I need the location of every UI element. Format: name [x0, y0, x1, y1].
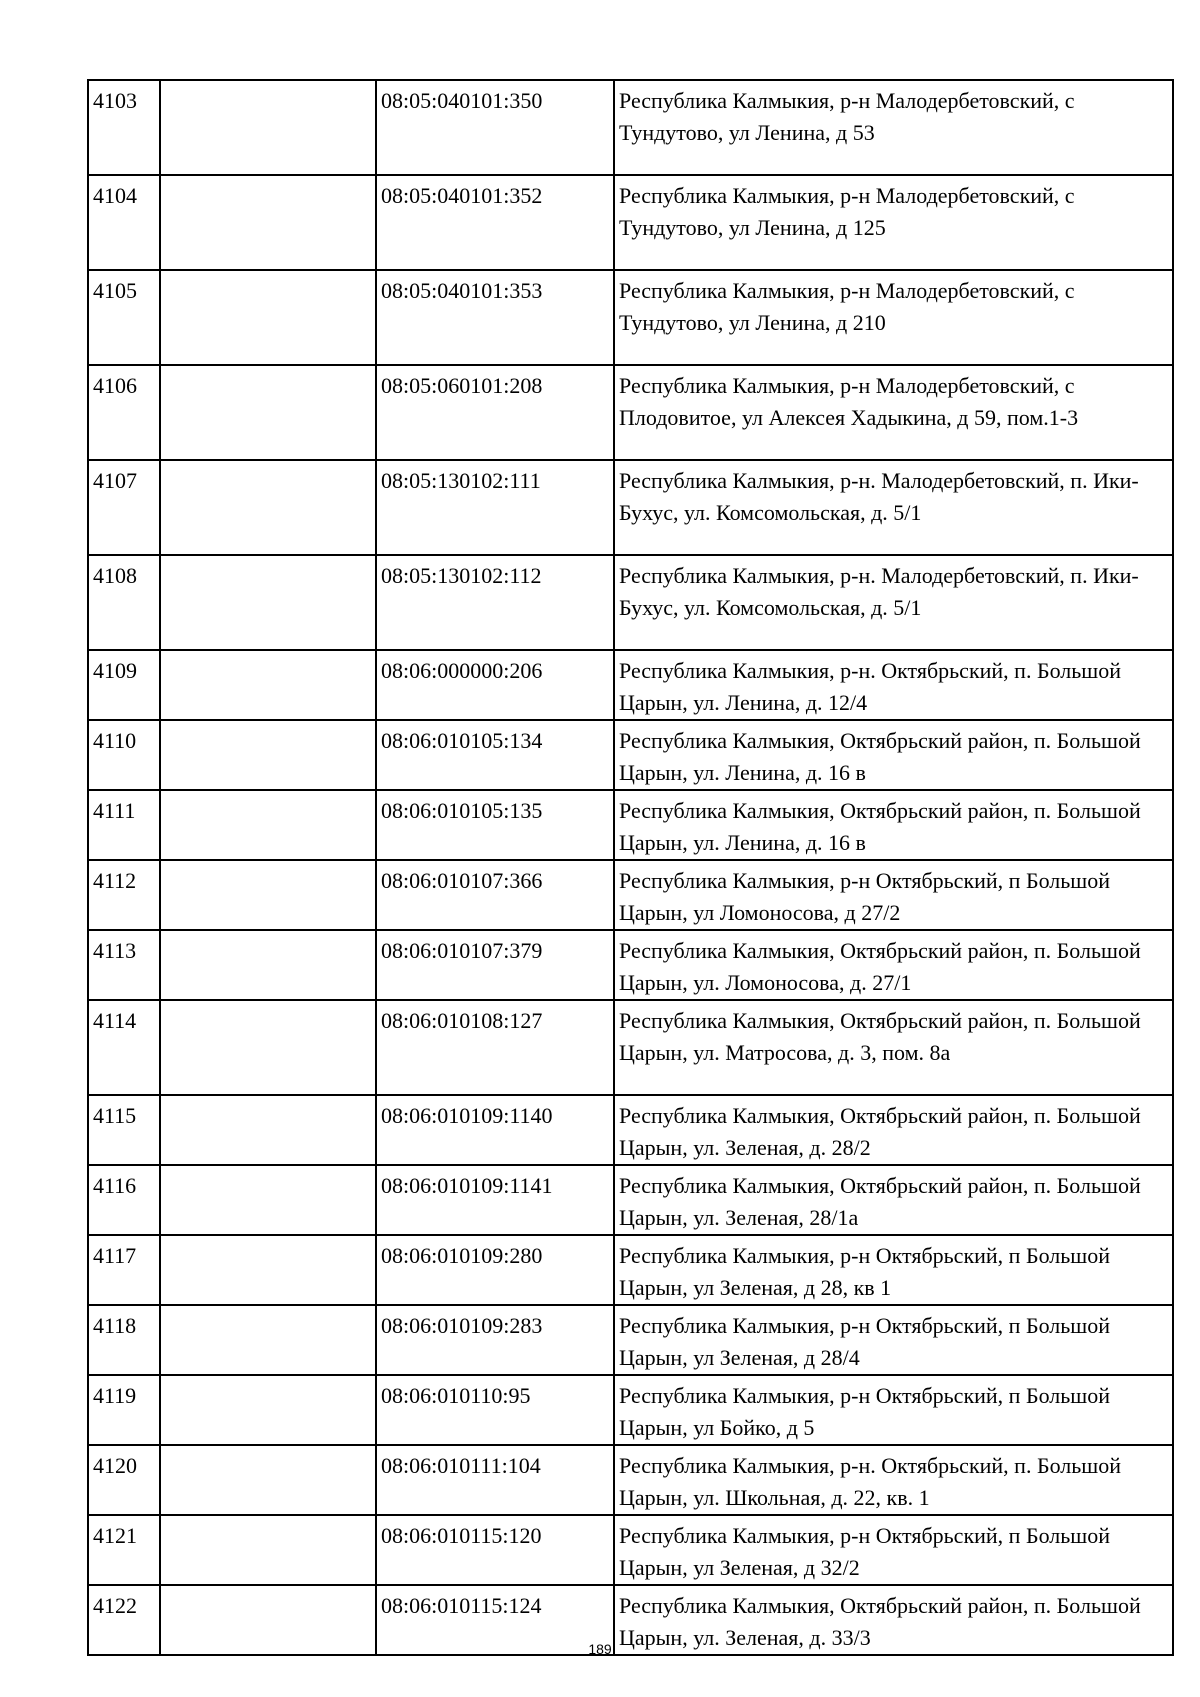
- row-name: [160, 80, 376, 175]
- row-number: 4105: [88, 270, 160, 365]
- row-cadastral-number: 08:05:060101:208: [376, 365, 614, 460]
- row-cadastral-number: 08:06:000000:206: [376, 650, 614, 720]
- row-cadastral-number: 08:06:010107:379: [376, 930, 614, 1000]
- row-number: 4119: [88, 1375, 160, 1445]
- row-cadastral-number: 08:06:010108:127: [376, 1000, 614, 1095]
- row-cadastral-number: 08:06:010115:124: [376, 1585, 614, 1655]
- row-cadastral-number: 08:06:010109:1140: [376, 1095, 614, 1165]
- row-address: Республика Калмыкия, Октябрьский район, п. Большой Царын, ул. Зеленая, д. 33/3: [614, 1585, 1173, 1655]
- row-address: Республика Калмыкия, р-н Малодербетовский, с Тундутово, ул Ленина, д 210: [614, 270, 1173, 365]
- table-row: [88, 1515, 1173, 1585]
- row-cadastral-number: 08:05:040101:352: [376, 175, 614, 270]
- table-row: [88, 1000, 1173, 1095]
- row-number: 4107: [88, 460, 160, 555]
- row-number: 4115: [88, 1095, 160, 1165]
- row-address: Республика Калмыкия, р-н Октябрьский, п Большой Царын, ул Зеленая, д 32/2: [614, 1515, 1173, 1585]
- row-name: [160, 270, 376, 365]
- row-address: Республика Калмыкия, р-н. Октябрьский, п. Большой Царын, ул. Ленина, д. 12/4: [614, 650, 1173, 720]
- page-number: 189: [588, 1641, 612, 1657]
- table-row: [88, 80, 1173, 175]
- row-number: 4114: [88, 1000, 160, 1095]
- row-cadastral-number: 08:05:130102:112: [376, 555, 614, 650]
- row-cadastral-number: 08:06:010109:280: [376, 1235, 614, 1305]
- row-name: [160, 1445, 376, 1515]
- row-name: [160, 1235, 376, 1305]
- row-name: [160, 460, 376, 555]
- row-name: [160, 1165, 376, 1235]
- table-row: [88, 860, 1173, 930]
- row-name: [160, 1515, 376, 1585]
- row-cadastral-number: 08:06:010109:283: [376, 1305, 614, 1375]
- row-cadastral-number: 08:06:010109:1141: [376, 1165, 614, 1235]
- row-name: [160, 175, 376, 270]
- row-address: Республика Калмыкия, Октябрьский район, п. Большой Царын, ул. Зеленая, д. 28/2: [614, 1095, 1173, 1165]
- row-number: 4109: [88, 650, 160, 720]
- row-cadastral-number: 08:06:010105:134: [376, 720, 614, 790]
- row-cadastral-number: 08:06:010115:120: [376, 1515, 614, 1585]
- row-name: [160, 720, 376, 790]
- table-row: [88, 650, 1173, 720]
- row-address: Республика Калмыкия, р-н Малодербетовский, с Тундутово, ул Ленина, д 53: [614, 80, 1173, 175]
- row-name: [160, 790, 376, 860]
- row-number: 4112: [88, 860, 160, 930]
- row-address: Республика Калмыкия, Октябрьский район, п. Большой Царын, ул. Ленина, д. 16 в: [614, 790, 1173, 860]
- row-name: [160, 860, 376, 930]
- row-number: 4111: [88, 790, 160, 860]
- row-address: Республика Калмыкия, Октябрьский район, п. Большой Царын, ул. Матросова, д. 3, пом. 8а: [614, 1000, 1173, 1095]
- table-row: [88, 720, 1173, 790]
- row-cadastral-number: 08:05:040101:350: [376, 80, 614, 175]
- row-cadastral-number: 08:05:130102:111: [376, 460, 614, 555]
- row-number: 4120: [88, 1445, 160, 1515]
- row-address: Республика Калмыкия, р-н. Октябрьский, п. Большой Царын, ул. Школьная, д. 22, кв. 1: [614, 1445, 1173, 1515]
- row-name: [160, 555, 376, 650]
- table-row: [88, 1305, 1173, 1375]
- row-number: 4113: [88, 930, 160, 1000]
- row-address: Республика Калмыкия, р-н Октябрьский, п Большой Царын, ул Ломоносова, д 27/2: [614, 860, 1173, 930]
- row-name: [160, 1095, 376, 1165]
- table-row: [88, 1445, 1173, 1515]
- row-number: 4122: [88, 1585, 160, 1655]
- property-table-body: [88, 80, 1173, 1655]
- row-address: Республика Калмыкия, р-н. Малодербетовский, п. Ики-Бухус, ул. Комсомольская, д. 5/1: [614, 460, 1173, 555]
- row-number: 4110: [88, 720, 160, 790]
- row-cadastral-number: 08:05:040101:353: [376, 270, 614, 365]
- table-row: [88, 1165, 1173, 1235]
- row-address: Республика Калмыкия, р-н Октябрьский, п Большой Царын, ул Зеленая, д 28, кв 1: [614, 1235, 1173, 1305]
- table-row: [88, 1235, 1173, 1305]
- row-address: Республика Калмыкия, р-н. Малодербетовский, п. Ики-Бухус, ул. Комсомольская, д. 5/1: [614, 555, 1173, 650]
- row-number: 4104: [88, 175, 160, 270]
- table-row: [88, 930, 1173, 1000]
- property-table: [87, 79, 1174, 1656]
- row-name: [160, 1305, 376, 1375]
- row-name: [160, 650, 376, 720]
- table-row: [88, 555, 1173, 650]
- row-address: Республика Калмыкия, р-н Малодербетовский, с Тундутово, ул Ленина, д 125: [614, 175, 1173, 270]
- row-cadastral-number: 08:06:010107:366: [376, 860, 614, 930]
- row-address: Республика Калмыкия, р-н Октябрьский, п Большой Царын, ул Зеленая, д 28/4: [614, 1305, 1173, 1375]
- row-number: 4121: [88, 1515, 160, 1585]
- row-number: 4108: [88, 555, 160, 650]
- table-row: [88, 460, 1173, 555]
- row-address: Республика Калмыкия, Октябрьский район, п. Большой Царын, ул. Ломоносова, д. 27/1: [614, 930, 1173, 1000]
- row-address: Республика Калмыкия, р-н Малодербетовский, с Плодовитое, ул Алексея Хадыкина, д 59, пом.1-3: [614, 365, 1173, 460]
- table-row: [88, 175, 1173, 270]
- row-cadastral-number: 08:06:010105:135: [376, 790, 614, 860]
- row-number: 4118: [88, 1305, 160, 1375]
- row-number: 4117: [88, 1235, 160, 1305]
- row-address: Республика Калмыкия, Октябрьский район, п. Большой Царын, ул. Зеленая, 28/1а: [614, 1165, 1173, 1235]
- row-name: [160, 930, 376, 1000]
- row-cadastral-number: 08:06:010110:95: [376, 1375, 614, 1445]
- row-address: Республика Калмыкия, Октябрьский район, п. Большой Царын, ул. Ленина, д. 16 в: [614, 720, 1173, 790]
- row-cadastral-number: 08:06:010111:104: [376, 1445, 614, 1515]
- table-row: [88, 790, 1173, 860]
- row-number: 4103: [88, 80, 160, 175]
- row-name: [160, 1375, 376, 1445]
- table-row: [88, 365, 1173, 460]
- table-row: [88, 1375, 1173, 1445]
- row-number: 4116: [88, 1165, 160, 1235]
- table-row: [88, 1095, 1173, 1165]
- row-name: [160, 365, 376, 460]
- table-row: [88, 270, 1173, 365]
- row-address: Республика Калмыкия, р-н Октябрьский, п Большой Царын, ул Бойко, д 5: [614, 1375, 1173, 1445]
- row-name: [160, 1000, 376, 1095]
- row-number: 4106: [88, 365, 160, 460]
